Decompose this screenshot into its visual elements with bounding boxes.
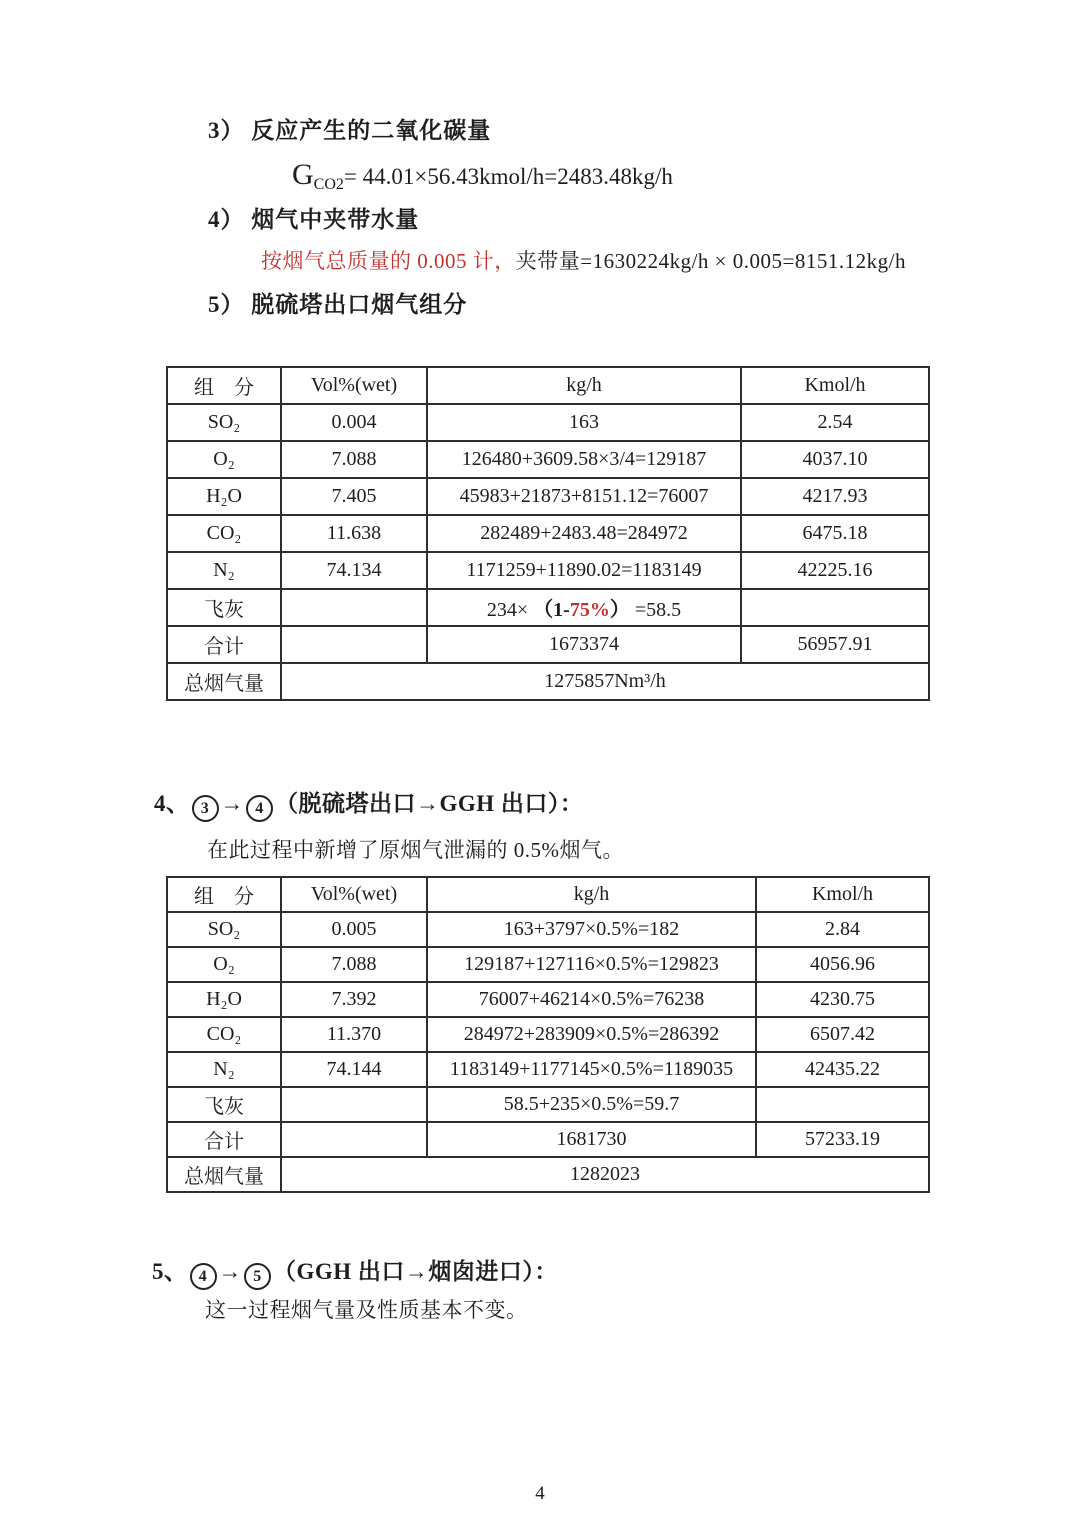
table-header-row xyxy=(167,367,929,404)
kgh-cell: 126480+3609.58×3/4=129187 xyxy=(427,441,741,478)
kmolh-cell: 4056.96 xyxy=(756,947,929,982)
species-cell: SO₂ xyxy=(167,912,281,947)
circled-4-icon: 4 xyxy=(246,795,273,822)
empty-cell xyxy=(756,1087,929,1122)
vol-cell: 74.134 xyxy=(281,552,427,589)
empty-cell xyxy=(741,589,929,626)
flyash-expr-red: 75% xyxy=(569,599,610,621)
g-symbol: G xyxy=(292,158,314,191)
table-row xyxy=(167,1052,929,1087)
page-number: 4 xyxy=(535,1483,545,1504)
header-vol: Vol%(wet) xyxy=(281,367,427,404)
kgh-cell: 76007+46214×0.5%=76238 xyxy=(427,982,756,1017)
vol-cell: 11.638 xyxy=(281,515,427,552)
total-label: 合计 xyxy=(167,1122,281,1157)
species-cell: 飞灰 xyxy=(167,1087,281,1122)
kgh-cell: 284972+283909×0.5%=286392 xyxy=(427,1017,756,1052)
co2-formula xyxy=(292,158,673,194)
header-kgh: kg/h xyxy=(427,877,756,912)
empty-cell xyxy=(281,589,427,626)
part-4-title: （脱硫塔出口→GGH 出口）： xyxy=(275,791,584,816)
footer-row xyxy=(167,1157,929,1192)
vol-cell: 0.004 xyxy=(281,404,427,441)
species-cell: O₂ xyxy=(167,947,281,982)
species-cell: O₂ xyxy=(167,441,281,478)
vol-cell: 7.088 xyxy=(281,947,427,982)
species-cell: H₂O xyxy=(167,478,281,515)
total-kg-cell: 1681730 xyxy=(427,1122,756,1157)
vol-cell: 7.088 xyxy=(281,441,427,478)
kmolh-cell: 6475.18 xyxy=(741,515,929,552)
footer-label: 总烟气量 xyxy=(167,663,281,700)
total-kmol-cell: 56957.91 xyxy=(741,626,929,663)
flyash-row xyxy=(167,1087,929,1122)
section-3-heading: 3） 反应产生的二氧化碳量 xyxy=(208,118,492,143)
kmolh-cell: 6507.42 xyxy=(756,1017,929,1052)
flyash-row xyxy=(167,589,929,626)
part-5-title: （GGH 出口→烟囱进口）： xyxy=(273,1259,558,1284)
table-row xyxy=(167,478,929,515)
kgh-cell: 163+3797×0.5%=182 xyxy=(427,912,756,947)
vol-cell: 11.370 xyxy=(281,1017,427,1052)
table-row xyxy=(167,982,929,1017)
circled-4-icon: 4 xyxy=(190,1263,217,1290)
vol-cell: 7.405 xyxy=(281,478,427,515)
part-5-prefix: 5、 xyxy=(152,1259,188,1284)
empty-cell xyxy=(281,1122,427,1157)
kgh-cell: 282489+2483.48=284972 xyxy=(427,515,741,552)
part-4-heading xyxy=(154,785,583,822)
total-kg-cell: 1673374 xyxy=(427,626,741,663)
kmolh-cell: 42435.22 xyxy=(756,1052,929,1087)
flyash-expr-bold-close: ） xyxy=(609,599,630,621)
table-row xyxy=(167,404,929,441)
circled-5-icon: 5 xyxy=(244,1263,271,1290)
kgh-cell: 1183149+1177145×0.5%=1189035 xyxy=(427,1052,756,1087)
footer-row xyxy=(167,663,929,700)
part-4-prefix: 4、 xyxy=(154,791,190,816)
circled-3-icon: 3 xyxy=(192,795,219,822)
tower-outlet-composition-table xyxy=(166,366,930,701)
species-cell: SO₂ xyxy=(167,404,281,441)
species-cell: N₂ xyxy=(167,1052,281,1087)
table-header-row xyxy=(167,877,929,912)
species-cell: N₂ xyxy=(167,552,281,589)
co2-subscript: CO2 xyxy=(313,176,344,193)
species-cell: 飞灰 xyxy=(167,589,281,626)
table-row xyxy=(167,1017,929,1052)
kmolh-cell: 2.84 xyxy=(756,912,929,947)
note-black-text: 夹带量=1630224kg/h × 0.005=8151.12kg/h xyxy=(515,249,906,273)
footer-value: 1282023 xyxy=(281,1157,929,1192)
part-5-paragraph: 这一过程烟气量及性质基本不变。 xyxy=(205,1298,528,1322)
flyash-expr-normal: 234× xyxy=(486,599,534,621)
header-component: 组 分 xyxy=(167,877,281,912)
kmolh-cell: 4230.75 xyxy=(756,982,929,1017)
note-red-text: 按烟气总质量的 0.005 计， xyxy=(261,249,516,273)
vol-cell: 0.005 xyxy=(281,912,427,947)
part-5-heading xyxy=(152,1253,558,1290)
section-5-heading: 5） 脱硫塔出口烟气组分 xyxy=(208,292,468,317)
footer-value: 1275857Nm³/h xyxy=(281,663,929,700)
total-kmol-cell: 57233.19 xyxy=(756,1122,929,1157)
kgh-cell: 163 xyxy=(427,404,741,441)
species-cell: CO₂ xyxy=(167,1017,281,1052)
water-entrainment-note xyxy=(261,245,906,275)
empty-cell xyxy=(281,626,427,663)
header-component: 组 分 xyxy=(167,367,281,404)
ggh-outlet-composition-table xyxy=(166,876,930,1193)
header-kmolh: Kmol/h xyxy=(741,367,929,404)
table-row xyxy=(167,552,929,589)
arrow-icon: → xyxy=(220,791,244,816)
species-cell: CO₂ xyxy=(167,515,281,552)
kgh-cell: 129187+127116×0.5%=129823 xyxy=(427,947,756,982)
flyash-kg-cell xyxy=(427,589,741,626)
flyash-expr-result: =58.5 xyxy=(629,599,682,621)
kgh-cell: 1171259+11890.02=1183149 xyxy=(427,552,741,589)
section-4-heading: 4） 烟气中夹带水量 xyxy=(208,207,420,232)
kmolh-cell: 42225.16 xyxy=(741,552,929,589)
table-row xyxy=(167,515,929,552)
kgh-cell: 45983+21873+8151.12=76007 xyxy=(427,478,741,515)
total-label: 合计 xyxy=(167,626,281,663)
kmolh-cell: 4217.93 xyxy=(741,478,929,515)
vol-cell: 7.392 xyxy=(281,982,427,1017)
kmolh-cell: 2.54 xyxy=(741,404,929,441)
flyash-kg-cell: 58.5+235×0.5%=59.7 xyxy=(427,1087,756,1122)
kmolh-cell: 4037.10 xyxy=(741,441,929,478)
table-row xyxy=(167,912,929,947)
footer-label: 总烟气量 xyxy=(167,1157,281,1192)
species-cell: H₂O xyxy=(167,982,281,1017)
formula-expression: = 44.01×56.43kmol/h=2483.48kg/h xyxy=(343,164,673,189)
table-row xyxy=(167,441,929,478)
empty-cell xyxy=(281,1087,427,1122)
total-row xyxy=(167,626,929,663)
vol-cell: 74.144 xyxy=(281,1052,427,1087)
flyash-expr-bold-open: （1- xyxy=(533,599,570,621)
table-row xyxy=(167,947,929,982)
header-vol: Vol%(wet) xyxy=(281,877,427,912)
total-row xyxy=(167,1122,929,1157)
arrow-icon: → xyxy=(218,1259,242,1284)
header-kmolh: Kmol/h xyxy=(756,877,929,912)
header-kgh: kg/h xyxy=(427,367,741,404)
part-4-paragraph: 在此过程中新增了原烟气泄漏的 0.5%烟气。 xyxy=(207,838,624,862)
